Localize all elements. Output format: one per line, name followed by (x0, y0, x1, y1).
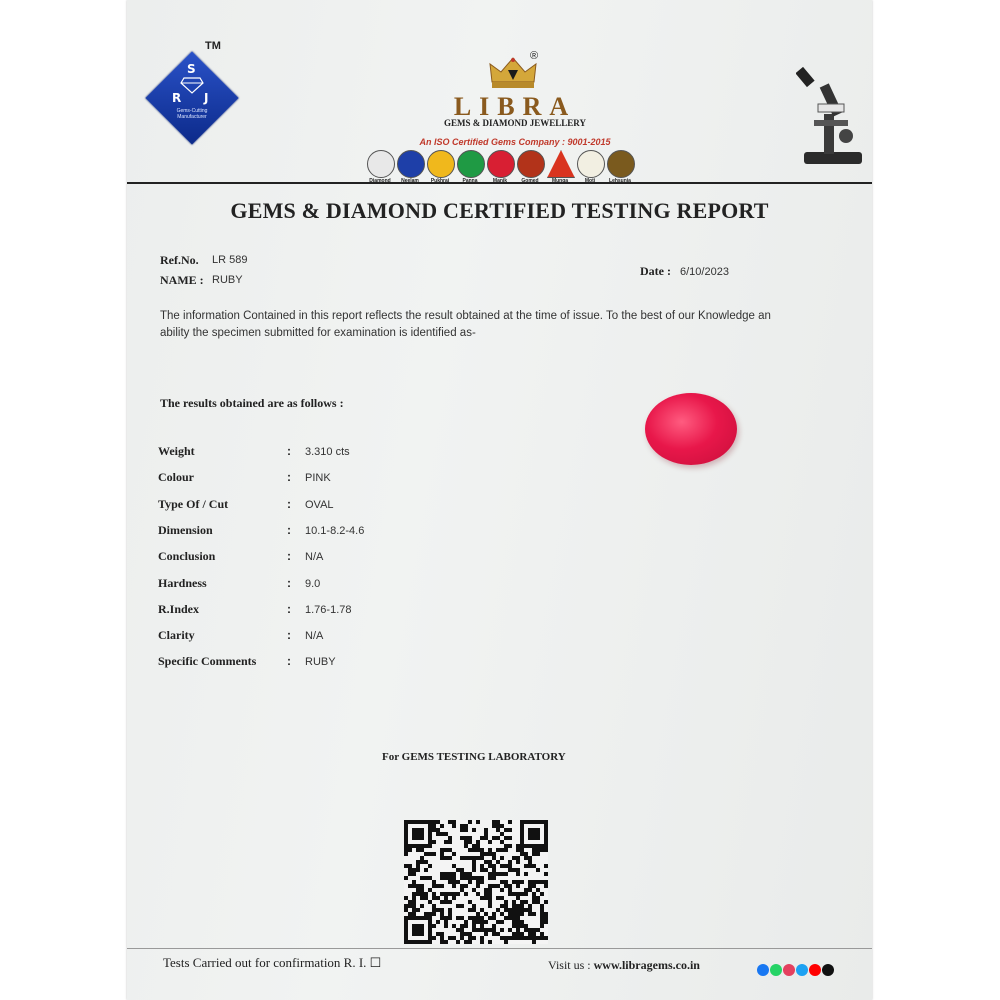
result-colon: : (287, 654, 291, 669)
brand-subtitle: GEMS & DIAMOND JEWELLERY (444, 118, 586, 128)
name-value: RUBY (212, 274, 243, 286)
social-icons (757, 961, 835, 975)
gem-label: Panna (462, 178, 478, 184)
srj-letter-j: J (204, 91, 209, 105)
result-colon: : (287, 470, 291, 485)
visit-label: Visit us : (548, 958, 591, 972)
social-icon[interactable] (796, 964, 808, 976)
gem-label: Manik (492, 178, 508, 184)
gem-label: Moti (584, 178, 596, 184)
result-colon: : (287, 444, 291, 458)
trademark-symbol: TM (205, 40, 221, 52)
gem-label: Neelam (401, 178, 419, 184)
result-label: Weight (158, 444, 195, 458)
website-link[interactable]: www.libragems.co.in (593, 958, 700, 972)
result-label: R.Index (158, 601, 200, 616)
gem-swatch-panna (457, 150, 485, 178)
result-label: Dimension (158, 522, 213, 537)
report-title: GEMS & DIAMOND CERTIFIED TESTING REPORT (230, 198, 769, 223)
gem-label: Munga (551, 178, 569, 184)
result-colon: : (287, 628, 291, 643)
laboratory-signature: For GEMS TESTING LABORATORY (382, 751, 566, 763)
result-colon: : (287, 601, 291, 616)
srj-tagline: Gems-Cutting Manufacturer (176, 108, 208, 120)
background-right (870, 0, 1000, 1000)
result-value: OVAL (305, 498, 334, 511)
gem-label: Gomed (521, 178, 539, 184)
srj-logo (142, 48, 242, 148)
gem-swatch-lehsunia (607, 150, 635, 178)
microscope-icon (796, 64, 866, 168)
website-line (548, 958, 700, 973)
name-label: NAME : (160, 273, 204, 287)
result-colon: : (287, 575, 291, 590)
header-divider (127, 182, 872, 184)
result-value: 1.76-1.78 (305, 603, 352, 616)
result-label: Specific Comments (158, 654, 257, 669)
social-icon[interactable] (783, 964, 795, 976)
result-label: Hardness (158, 575, 207, 590)
result-colon: : (287, 549, 291, 564)
intro-paragraph: The information Contained in this report reflects the result obtained at the time of issue. To the best of our Knowledge an ability the specimen submitted for examination is identified as- (160, 310, 771, 339)
gem-swatch-munga (547, 150, 575, 178)
registered-mark: ® (530, 50, 539, 62)
qr-code (404, 820, 548, 944)
ref-value: LR 589 (212, 254, 248, 266)
gem-label: Diamond (369, 178, 391, 184)
gem-swatch-neelam (397, 150, 425, 178)
results-heading: The results obtained are as follows : (160, 396, 344, 410)
social-icon[interactable] (770, 964, 782, 976)
date-label: Date : (640, 264, 671, 278)
gem-swatch-moti (577, 150, 605, 178)
gem-swatch-pukhraj (427, 150, 455, 178)
result-value: 10.1-8.2-4.6 (305, 524, 365, 537)
tests-note: Tests Carried out for confirmation R. I. ☐ (163, 955, 382, 970)
gem-label: Lehsunia (609, 178, 631, 184)
gem-swatch-diamond (367, 150, 395, 178)
social-icon[interactable] (822, 964, 834, 976)
social-icon[interactable] (757, 964, 769, 976)
result-value: N/A (305, 630, 324, 643)
ruby-photo (645, 393, 737, 465)
result-value: 9.0 (305, 577, 321, 590)
result-label: Type Of / Cut (158, 496, 229, 511)
result-value: PINK (305, 472, 331, 485)
brand-name: LIBRA (453, 92, 577, 121)
result-value: RUBY (305, 656, 336, 669)
iso-certification: An ISO Certified Gems Company : 9001-2015 (419, 137, 611, 147)
result-colon: : (287, 496, 291, 511)
social-icon[interactable] (809, 964, 821, 976)
srj-letter-s: S (187, 62, 196, 76)
result-colon: : (287, 522, 291, 537)
diamond-icon (180, 76, 204, 94)
result-label: Conclusion (158, 549, 216, 564)
background-left (0, 0, 127, 1000)
srj-letter-r: R (172, 91, 182, 105)
gem-strip (362, 150, 662, 186)
result-value: 3.310 cts (305, 446, 350, 458)
result-label: Clarity (158, 628, 195, 643)
result-label: Colour (158, 470, 194, 485)
footer-divider (127, 948, 872, 949)
gem-swatch-gomed (517, 150, 545, 178)
gem-swatch-manik (487, 150, 515, 178)
ref-label: Ref.No. (160, 253, 199, 267)
date-value: 6/10/2023 (680, 266, 729, 278)
gem-label: Pukhraj (430, 178, 450, 184)
result-value: N/A (305, 551, 324, 564)
